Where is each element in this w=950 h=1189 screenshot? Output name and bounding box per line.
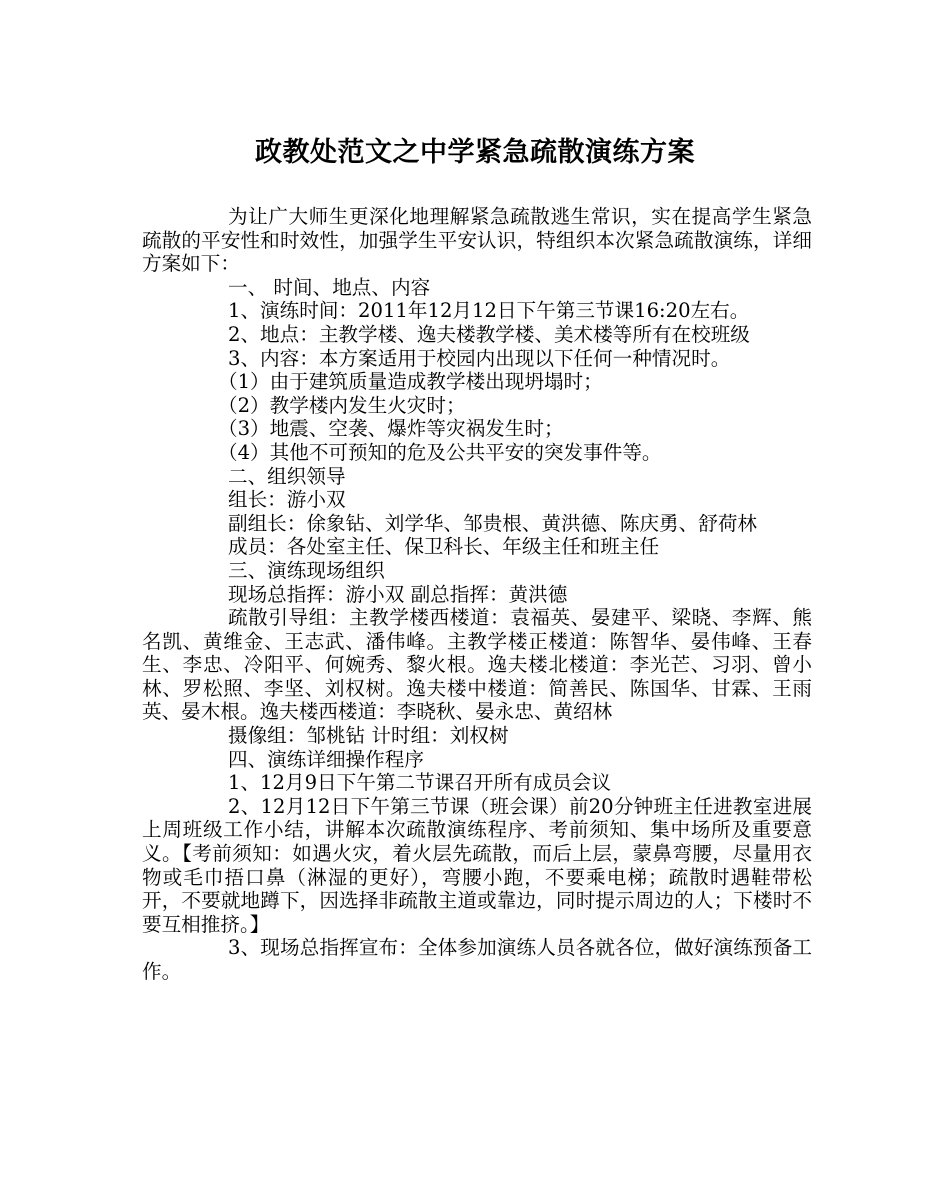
paragraph-step-3: 3、现场总指挥宣布：全体参加演练人员各就各位，做好演练预备工作。 bbox=[142, 936, 812, 983]
list-item-1: （1）由于建筑质量造成教学楼出现坍塌时； bbox=[218, 370, 603, 394]
paragraph-location: 2、地点：主教学楼、逸夫楼教学楼、美术楼等所有在校班级 bbox=[228, 322, 750, 346]
paragraph-deputy-leaders: 副组长：俆象钻、刘学华、邹贵根、黄洪德、陈庆勇、舒荷林 bbox=[228, 511, 758, 535]
list-item-2: （2）教学楼内发生火灾时； bbox=[218, 393, 466, 417]
list-item-3: （3）地震、空袭、爆炸等灾祸发生时； bbox=[218, 417, 564, 441]
list-item-4: （4）其他不可预知的危及公共平安的突发事件等。 bbox=[218, 440, 662, 464]
paragraph-step-2: 2、12月12日下午第三节课（班会课）前20分钟班主任进教室进展上周班级工作小结，讲解本次疏散演练程序、考前须知、集中场所及重要意义。【考前须知：如遇火灾，着火层先疏散，而后上层，蒙鼻弯腰，尽量用衣物或毛巾捂口鼻（淋湿的更好），弯腰小跑，不要乘电梯；疏散时遇鞋带松开，不要就地蹲下，因选择非疏散主道或靠边，同时提示周边的人；下楼时不要互相推挤。】 bbox=[142, 794, 812, 936]
section-heading-2: 二、组织领导 bbox=[228, 464, 346, 488]
paragraph-commanders: 现场总指挥：游小双 副总指挥：黄洪德 bbox=[228, 582, 568, 606]
paragraph-leader: 组长：游小双 bbox=[228, 488, 346, 512]
document-title: 政教处范文之中学紧急疏散演练方案 bbox=[255, 137, 695, 168]
paragraph-content: 3、内容：本方案适用于校园内出现以下任何一种情况时。 bbox=[228, 346, 731, 370]
document-body bbox=[142, 205, 812, 984]
paragraph-camera-timing: 摄像组：邹桃钻 计时组：刘权树 bbox=[228, 724, 509, 748]
section-heading-1: 一、 时间、地点、内容 bbox=[228, 275, 431, 299]
paragraph-members: 成员：各处室主任、保卫科长、年级主任和班主任 bbox=[228, 535, 660, 559]
section-heading-4: 四、演练详细操作程序 bbox=[228, 747, 424, 771]
paragraph-intro: 为让广大师生更深化地理解紧急疏散逃生常识，实在提高学生紧急疏散的平安性和时效性，加强学生平安认识，特组织本次紧急疏散演练，详细方案如下： bbox=[142, 205, 812, 276]
section-heading-3: 三、演练现场组织 bbox=[228, 558, 385, 582]
paragraph-step-1: 1、12月9日下午第二节课召开所有成员会议 bbox=[228, 771, 611, 795]
paragraph-guide-groups: 疏散引导组：主教学楼西楼道：袁福英、晏建平、梁晓、李辉、熊名凯、黄维金、王志武、潘伟峰。主教学楼正楼道：陈智华、晏伟峰、王春生、李忠、冷阳平、何婉秀、黎火根。逸夫楼北楼道：李光芒、习羽、曾小林、罗松照、李坚、刘权树。逸夫楼中楼道：简善民、陈国华、甘霖、王雨英、晏木根。逸夫楼西楼道：李晓秋、晏永忠、黄绍林 bbox=[142, 606, 812, 724]
paragraph-time: 1、演练时间：2011年12月12日下午第三节课16:20左右。 bbox=[228, 299, 750, 323]
